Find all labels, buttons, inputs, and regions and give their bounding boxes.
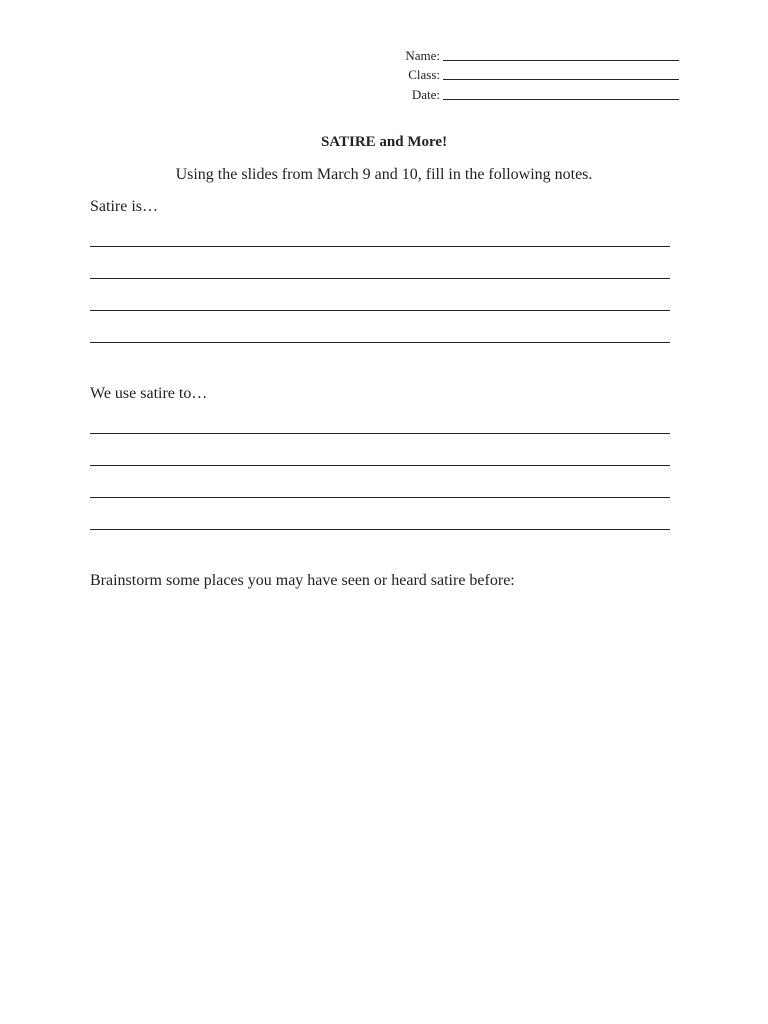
satire-is-answer-line[interactable] (90, 310, 670, 311)
we-use-satire-answer-line[interactable] (90, 465, 670, 466)
brainstorm-prompt: Brainstorm some places you may have seen or heard satire before: (90, 572, 515, 589)
class-field-row (384, 64, 684, 84)
name-blank-line[interactable] (443, 59, 679, 61)
class-blank-line[interactable] (443, 78, 679, 80)
we-use-satire-answer-line[interactable] (90, 529, 670, 530)
name-label: Name: (405, 47, 440, 63)
class-label: Class: (408, 67, 440, 82)
satire-is-prompt: Satire is… (90, 198, 158, 215)
name-field-row (384, 44, 684, 64)
worksheet-instructions: Using the slides from March 9 and 10, fill in the following notes. (175, 166, 593, 183)
date-label: Date: (411, 86, 440, 102)
satire-is-answer-line[interactable] (90, 278, 670, 279)
satire-is-answer-line[interactable] (90, 342, 670, 343)
we-use-satire-answer-line[interactable] (90, 497, 670, 498)
date-blank-line[interactable] (443, 98, 679, 100)
date-field-row (384, 83, 684, 103)
we-use-satire-prompt: We use satire to… (90, 385, 208, 402)
satire-is-answer-line[interactable] (90, 246, 670, 247)
worksheet-title: SATIRE and More! (320, 134, 448, 150)
student-info-fields (384, 44, 684, 103)
we-use-satire-answer-line[interactable] (90, 433, 670, 434)
